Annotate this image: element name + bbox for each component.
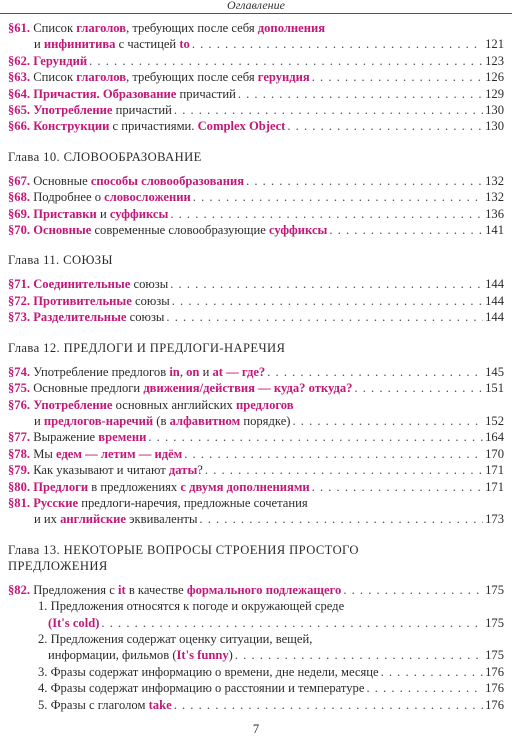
entry-keyword: Разделительные — [33, 310, 127, 325]
section-number: §69. — [8, 206, 31, 221]
entry-keyword: летим — [100, 446, 136, 461]
section-number: §80. — [8, 479, 31, 494]
toc-entry-65[interactable] — [8, 102, 504, 118]
entry-text: информации, фильмов ( — [48, 648, 177, 663]
section-number: §81. — [8, 495, 31, 510]
page-number: 144 — [485, 277, 504, 292]
page-number: 130 — [485, 103, 504, 118]
entry-keyword: Русские — [33, 495, 79, 510]
entry-text: основных английских — [112, 397, 236, 412]
entry-keyword: предлогов — [235, 397, 294, 412]
page-number: 145 — [485, 364, 504, 379]
page-number: 176 — [485, 697, 504, 712]
page-number: 144 — [485, 310, 504, 325]
entry-text: и — [34, 37, 44, 52]
toc-entry-74[interactable] — [8, 364, 504, 380]
entry-text: — — [254, 381, 274, 396]
entry-text: , требующих после себя — [126, 21, 258, 35]
leader-dots — [148, 429, 483, 445]
leader-dots — [166, 309, 483, 325]
leader-dots — [199, 511, 483, 527]
section-number: §65. — [8, 103, 31, 118]
entry-keyword: английские — [60, 512, 126, 527]
entry-text: Список — [33, 70, 77, 85]
entry-keyword: глаголов — [76, 70, 127, 85]
entry-text: порядке) — [240, 413, 291, 428]
page-number: 170 — [485, 446, 504, 461]
page-number: 171 — [485, 463, 504, 478]
toc-entry-66[interactable] — [8, 118, 504, 134]
page-number: 173 — [485, 512, 504, 527]
running-head-title: Оглавление — [227, 0, 285, 12]
entry-text: ) — [228, 648, 233, 663]
entry-text: 3. Фразы содержат информацию о времени, дне недели, месяце — [38, 664, 379, 679]
leader-dots — [170, 276, 483, 292]
entry-keyword: Complex Object — [197, 119, 286, 134]
chapter-heading-10: Глава 10. СЛОВООБРАЗОВАНИЕ — [8, 149, 202, 164]
section-number: §68. — [8, 190, 31, 205]
toc-entry-68[interactable] — [8, 189, 504, 205]
page-number: 176 — [485, 664, 504, 679]
entry-text: Основные — [33, 173, 91, 188]
entry-text: союзы — [131, 293, 170, 308]
leader-dots — [235, 647, 483, 663]
entry-text: 4. Фразы содержат информацию о расстоянии и температуре — [38, 681, 365, 696]
section-number: §72. — [8, 293, 31, 308]
toc-entry-63[interactable] — [8, 69, 504, 85]
entry-keyword: it — [117, 582, 126, 597]
section-number: §70. — [8, 223, 31, 238]
page-number: 129 — [485, 86, 504, 101]
entry-text: с причастиями. — [109, 119, 198, 134]
leader-dots — [329, 222, 483, 238]
toc-entry-82[interactable] — [8, 582, 504, 598]
entry-text: и — [34, 413, 44, 428]
entry-keyword: in — [169, 364, 180, 379]
entry-keyword: где? — [241, 364, 266, 379]
entry-text: Как указывают и читают — [33, 463, 169, 478]
page-number: 175 — [485, 582, 504, 597]
entry-keyword: времени — [98, 430, 147, 445]
running-head — [0, 0, 512, 14]
entry-keyword: словосложении — [104, 190, 191, 205]
toc-subentry-82-2[interactable] — [8, 631, 504, 664]
page-folio: 7 — [252, 722, 260, 736]
page-number: 132 — [485, 190, 504, 205]
page-number: 130 — [485, 119, 504, 134]
leader-dots — [172, 293, 483, 309]
entry-keyword: дополнения — [257, 21, 326, 35]
entry-keyword: с двумя дополнениями — [180, 479, 310, 494]
section-number: §74. — [8, 364, 31, 379]
entry-text: Список — [33, 21, 77, 35]
chapter-heading-line: ПРЕДЛОЖЕНИЯ — [8, 558, 108, 573]
section-number: §78. — [8, 446, 31, 461]
page-number: 141 — [485, 223, 504, 238]
entry-text: в предложениях — [88, 479, 181, 494]
section-number: §77. — [8, 430, 31, 445]
table-of-contents — [8, 20, 504, 713]
page-number: 123 — [485, 53, 504, 68]
page-number: 121 — [485, 37, 504, 52]
entry-text: — — [81, 446, 101, 461]
entry-text: Употребление предлогов — [33, 364, 170, 379]
entry-keyword: Основные — [33, 223, 92, 238]
leader-dots — [292, 413, 483, 429]
entry-text: (в — [153, 413, 170, 428]
page-number: 151 — [485, 381, 504, 396]
toc-subentry-82-1[interactable] — [8, 598, 504, 631]
entry-text: союзы — [126, 310, 165, 325]
entry-keyword: Причастия — [33, 86, 97, 101]
page-number: 175 — [485, 615, 504, 630]
entry-keyword: It's funny — [176, 648, 229, 663]
running-head-rule — [0, 13, 512, 14]
page-number: 152 — [485, 413, 504, 428]
entry-keyword: Соединительные — [33, 277, 131, 292]
leader-dots — [238, 86, 483, 102]
section-number: §79. — [8, 463, 31, 478]
entry-text: , — [179, 364, 187, 379]
toc-entry-62[interactable] — [8, 53, 504, 69]
page-number: 136 — [485, 206, 504, 221]
leader-dots — [205, 462, 483, 478]
leader-dots — [343, 582, 483, 598]
leader-dots — [287, 118, 483, 134]
entry-text: Подробнее о — [33, 190, 105, 205]
entry-keyword: предлогов-наречий — [43, 413, 154, 428]
leader-dots — [184, 446, 483, 462]
entry-keyword: движения/действия — [143, 381, 255, 396]
entry-text: предлоги-наречия, предложные сочетания — [78, 495, 308, 510]
toc-subentry-82-4[interactable] — [8, 680, 504, 696]
entry-keyword: Противительные — [33, 293, 132, 308]
page-number: 176 — [485, 681, 504, 696]
leader-dots — [192, 36, 483, 52]
chapter-heading-line: Глава 13. НЕКОТОРЫЕ ВОПРОСЫ СТРОЕНИЯ ПРОСТОГО — [8, 542, 359, 557]
entry-keyword: Образование — [102, 86, 177, 101]
chapter-heading-13 — [8, 542, 504, 574]
toc-entry-77[interactable] — [8, 429, 504, 445]
leader-dots — [174, 102, 483, 118]
toc-entry-75[interactable] — [8, 380, 504, 396]
toc-entry-61[interactable] — [8, 20, 504, 53]
toc-entry-71[interactable] — [8, 276, 504, 292]
toc-entry-72[interactable] — [8, 293, 504, 309]
entry-text: и их — [34, 512, 61, 527]
leader-dots — [101, 615, 483, 631]
entry-text: с частицей — [115, 37, 180, 52]
entry-text: причастий — [176, 86, 236, 101]
entry-keyword: идём — [154, 446, 183, 461]
section-number: §75. — [8, 381, 31, 396]
entry-text: 1. Предложения относятся к погоде и окружающей среде — [38, 599, 345, 614]
section-number: §71. — [8, 277, 31, 292]
chapter-heading-11: Глава 11. СОЮЗЫ — [8, 253, 113, 268]
leader-dots — [312, 479, 483, 495]
entry-text: 5. Фразы с глаголом — [38, 697, 149, 712]
entry-keyword: Предлоги — [33, 479, 89, 494]
toc-entry-76[interactable] — [8, 397, 504, 430]
toc-entry-78[interactable] — [8, 446, 504, 462]
entry-keyword: формального подлежащего — [186, 582, 342, 597]
section-number: §63. — [8, 70, 31, 85]
entry-keyword: герундия — [257, 70, 310, 85]
page-number: 144 — [485, 293, 504, 308]
toc-subentry-82-5[interactable] — [8, 697, 504, 713]
page-number: 164 — [485, 430, 504, 445]
leader-dots — [366, 680, 483, 696]
chapter-heading-12: Глава 12. ПРЕДЛОГИ И ПРЕДЛОГИ-НАРЕЧИЯ — [8, 340, 286, 355]
section-number: §76. — [8, 397, 31, 412]
entry-keyword: даты — [168, 463, 198, 478]
leader-dots — [381, 664, 484, 680]
section-number: §62. — [8, 53, 31, 68]
section-number: §61. — [8, 21, 31, 35]
entry-text: причастий — [112, 103, 172, 118]
leader-dots — [312, 69, 483, 85]
leader-dots — [267, 364, 483, 380]
page-number: 126 — [485, 70, 504, 85]
section-number: §67. — [8, 173, 31, 188]
leader-dots — [174, 697, 483, 713]
entry-text: ? — [197, 463, 203, 478]
entry-keyword: Употребление — [33, 103, 113, 118]
toc-entry-79[interactable] — [8, 462, 504, 478]
toc-subentry-82-3[interactable] — [8, 664, 504, 680]
toc-entry-64[interactable] — [8, 86, 504, 102]
entry-text: , требующих после себя — [126, 70, 258, 85]
entry-text: союзы — [130, 277, 169, 292]
entry-keyword: суффиксы — [268, 223, 328, 238]
entry-text: и — [199, 364, 213, 379]
entry-keyword: take — [148, 697, 172, 712]
entry-text: Выражение — [33, 430, 99, 445]
entry-keyword: at — [212, 364, 223, 379]
toc-entry-81[interactable] — [8, 495, 504, 528]
leader-dots — [193, 189, 483, 205]
page-number: 175 — [485, 648, 504, 663]
leader-dots — [170, 206, 483, 222]
entry-keyword: Герундий — [33, 53, 88, 68]
entry-keyword: to — [179, 37, 190, 52]
toc-entry-80[interactable] — [8, 479, 504, 495]
entry-text: современные словообразующие — [91, 223, 269, 238]
entry-text: и — [96, 206, 110, 221]
entry-keyword: инфинитива — [43, 37, 116, 52]
entry-keyword: едем — [56, 446, 82, 461]
entry-text: — — [222, 364, 242, 379]
entry-text: в качестве — [125, 582, 187, 597]
entry-text: Основные предлоги — [33, 381, 144, 396]
entry-text: Предложения с — [33, 582, 118, 597]
entry-keyword: Конструкции — [33, 119, 110, 134]
entry-keyword: куда? откуда? — [273, 381, 353, 396]
entry-text: . — [96, 86, 103, 101]
leader-dots — [89, 53, 483, 69]
entry-keyword: (It's cold) — [48, 615, 100, 630]
entry-keyword: глаголов — [76, 21, 127, 35]
toc-entry-73[interactable] — [8, 309, 504, 325]
entry-text: 2. Предложения содержат оценку ситуации, вещей, — [38, 631, 313, 646]
section-number: §64. — [8, 86, 31, 101]
page-number: 171 — [485, 479, 504, 494]
leader-dots — [354, 380, 483, 396]
entry-keyword: on — [186, 364, 200, 379]
section-number: §82. — [8, 582, 31, 597]
page-number: 132 — [485, 173, 504, 188]
entry-keyword: способы словообразования — [90, 173, 245, 188]
entry-text: — — [135, 446, 155, 461]
toc-entry-70[interactable] — [8, 222, 504, 238]
entry-keyword: суффиксы — [109, 206, 169, 221]
entry-keyword: Употребление — [33, 397, 113, 412]
entry-text: эквиваленты — [125, 512, 198, 527]
entry-keyword: алфавитном — [169, 413, 241, 428]
entry-keyword: Приставки — [33, 206, 97, 221]
section-number: §73. — [8, 310, 31, 325]
section-number: §66. — [8, 119, 31, 134]
toc-entry-67[interactable] — [8, 173, 504, 189]
toc-entry-69[interactable] — [8, 206, 504, 222]
entry-text: Мы — [33, 446, 57, 461]
leader-dots — [246, 173, 483, 189]
